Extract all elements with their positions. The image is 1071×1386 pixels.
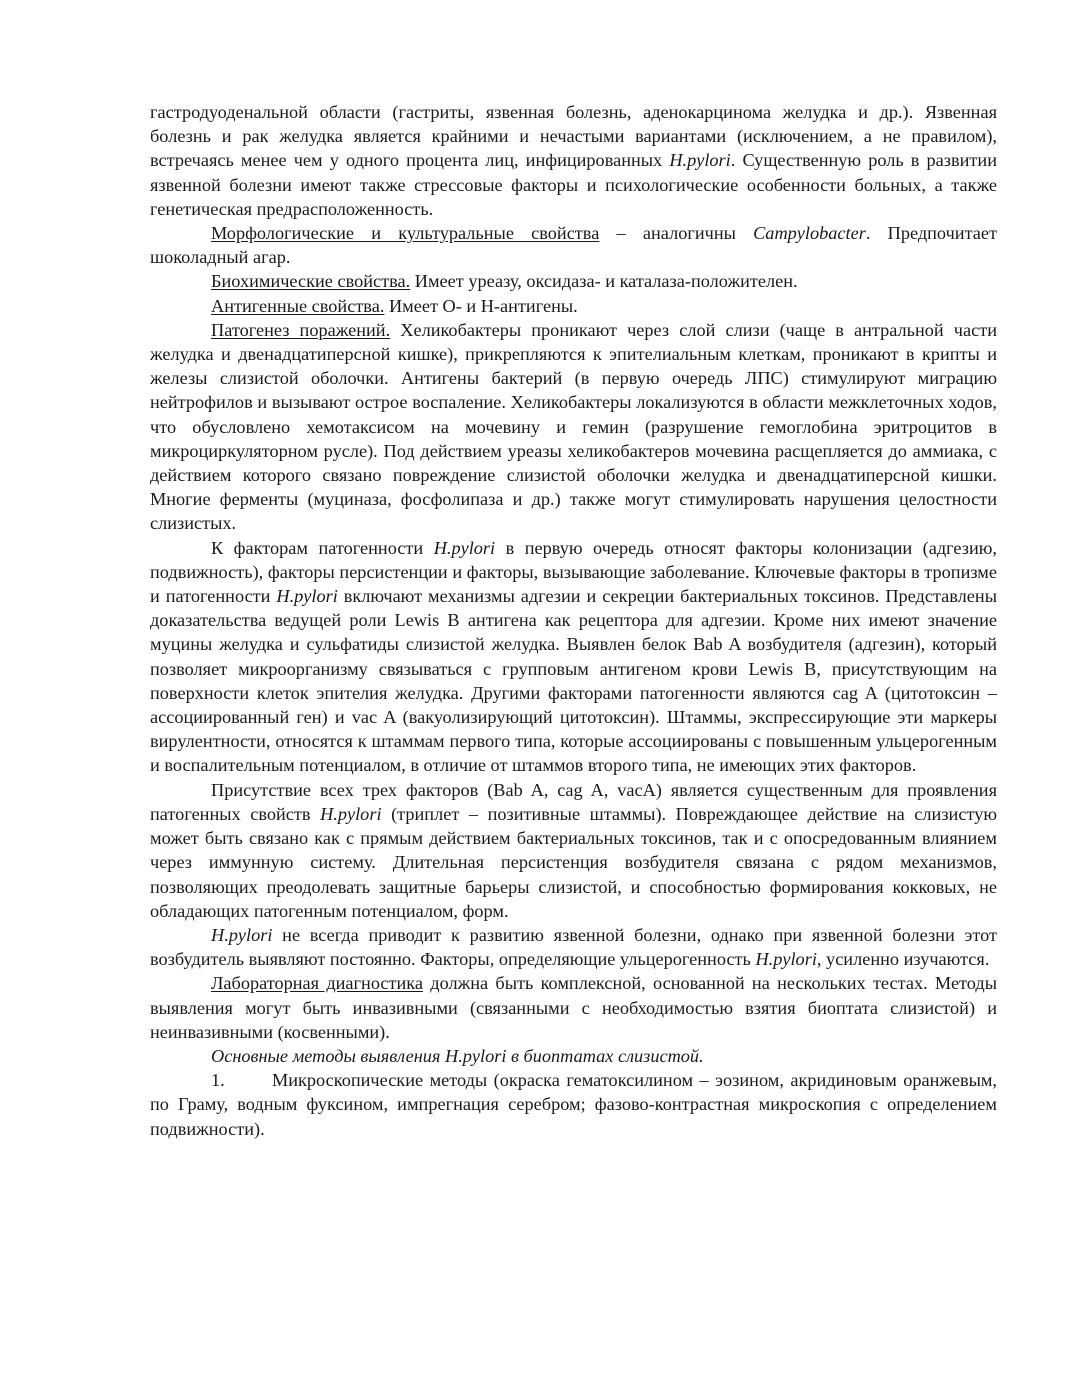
paragraph-lab-diagnostics [150,971,997,1044]
list-item-number: 1. [211,1070,225,1091]
paragraph-text: (триплет – позитивные штаммы). Повреждающее действие на слизистую может быть связано как с прямым действием бактериальных токсинов, так и с опосредованным влиянием через иммунную систему. Длительная персистенция возбудителя связана с рядом механизмов, позволяющих преодолевать защитные барьеры слизистой, и способностью формирования кокковых, не обладающих патогенным потенциалом, форм. [150,803,997,921]
paragraph-text: Присутствие всех трех факторов (Bab A, cag A, vacA) является существенным для проявления патогенных свойств [150,779,997,824]
paragraph-text: . Предпочитает шоколадный агар. [150,223,997,268]
section-heading-morphology: Морфологические и культуральные свойства [211,223,600,244]
species-name: H.pylori [669,150,731,171]
paragraph-morphology [150,221,997,269]
paragraph-text: Имеет уреазу, оксидаза- и каталаза-положителен. [410,271,798,292]
list-item-text: Микроскопические методы (окраска гематоксилином – эозином, акридиновым оранжевым, по Граму, водным фуксином, импрегнация серебром; фазово-контрастная микроскопия с определением подвижности). [150,1070,997,1139]
section-heading-antigens: Антигенные свойства. [211,295,385,316]
species-name: H.pylori [755,949,817,970]
paragraph-ulcer [150,923,997,971]
paragraph-text: не всегда приводит к развитию язвенной болезни, однако при язвенной болезни этот возбудитель выявляют постоянно. Факторы, определяющие ульцерогенность [150,924,997,970]
paragraph-text: , усиленно изучаются. [816,949,990,970]
document-page [150,100,997,1141]
section-heading-biochemistry: Биохимические свойства. [211,271,411,292]
section-heading-lab-diagnostics: Лабораторная диагностика [211,973,424,994]
list-item [150,1068,997,1141]
paragraph-text: Хеликобактеры проникают через слой слизи (чаще в антральной части желудка и двенадцатиперсной кишке), прикрепляются к эпителиальным клеткам, проникают в крипты и железы слизистой оболочки. Антигены бактерий (в первую очередь ЛПС) стимулируют миграцию нейтрофилов и вызывают острое воспаление. Хеликобактеры локализуются в области межклеточных ходов, что обусловлено хемотаксисом на мочевину и гемин (разрушение гемоглобина эритроцитов в микроциркуляторном русле). Под действием уреазы хеликобактеров мочевина расщепляется до аммиака, с действием которого связано повреждение слизистой оболочки желудка и двенадцатиперсной кишки. Многие ферменты (муциназа, фосфолипаза и др.) также могут стимулировать нарушения целостности слизистых. [150,319,997,534]
species-name: H.pylori [433,537,496,558]
paragraph-text: должна быть комплексной, основанной на нескольких тестах. Методы выявления могут быть инвазивными (связанными с необходимостью взятия биоптата слизистой) и неинвазивными (косвенными). [150,973,998,1042]
paragraph-factors [150,536,997,778]
paragraph-text: – аналогичны [599,223,754,244]
paragraph-text: гастродуоденальной области (гастриты, язвенная болезнь, аденокарцинома желудка и др.). Язвенная болезнь и рак желудка является крайними и нечастыми вариантами (исключением, а не правилом), встречаясь менее чем у одного процента лиц, инфицированных [150,102,997,171]
section-heading-pathogenesis: Патогенез поражений. [211,319,391,340]
species-name: H.pylori [320,803,382,824]
paragraph-text: в первую очередь относят факторы колонизации (адгезию, подвижность), факторы персистенции и факторы, вызывающие заболевание. Ключевые факторы в тропизме и патогенности [150,537,998,607]
paragraph-biochemistry [150,269,997,293]
paragraph-text: . Существенную роль в развитии язвенной болезни имеют также стрессовые факторы и психологические особенности больных, а также генетическая предрасположенность. [150,150,997,219]
genus-name: Campylobacter [753,223,866,244]
paragraph-text: Имеет О- и Н-антигены. [384,295,578,316]
species-name: H.pylori [211,924,273,945]
species-name: H.pylori [276,586,338,607]
paragraph-text: К факторам патогенности [211,537,434,558]
paragraph-intro [150,100,997,221]
paragraph-text: включают механизмы адгезии и секреции бактериальных токсинов. Представлены доказательства ведущей роли Lewis B антигена как рецептора для адгезии. Кроме них имеют значение муцины желудка и сульфатиды слизистой желудка. Выявлен белок Bab A возбудителя (адгезин), который позволяет микроорганизму связываться с групповым антигеном крови Lewis B, присутствующим на поверхности клеток эпителия желудка. Другими факторами патогенности являются cag A (цитотоксин – ассоциированный ген) и vac A (вакуолизирующий цитотоксин). Штаммы, экспрессирующие эти маркеры вирулентности, относятся к штаммам первого типа, которые ассоциированы с повышенным ульцерогенным и воспалительным потенциалом, в отличие от штаммов второго типа, не имеющих этих факторов. [150,586,997,776]
paragraph-antigens [150,294,997,318]
subheading-methods: Основные методы выявления H.pylori в биоптатах слизистой. [211,1045,704,1066]
paragraph-pathogenesis [150,318,997,536]
paragraph-triplet [150,778,997,923]
